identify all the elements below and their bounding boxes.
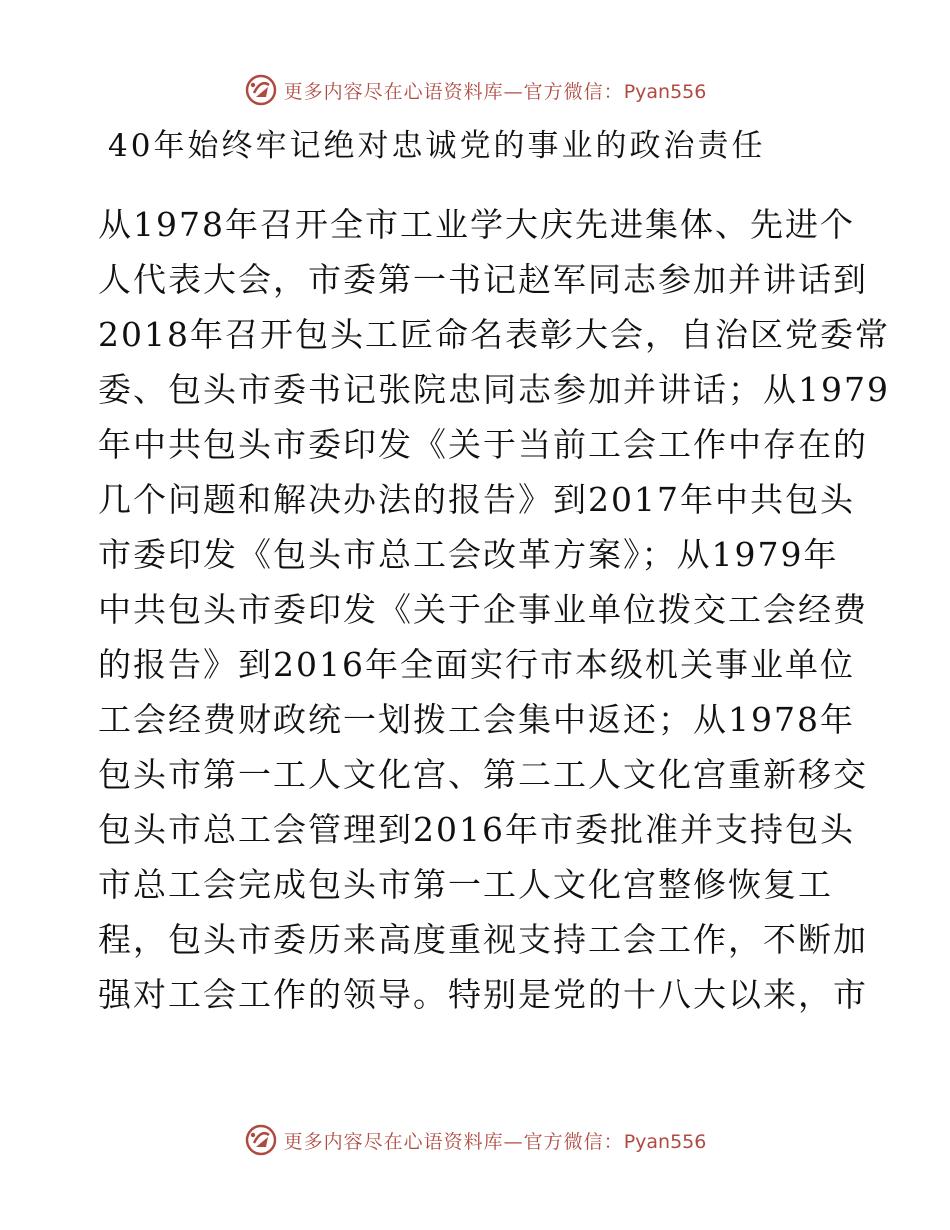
header-banner-text xyxy=(284,77,707,104)
logo-icon xyxy=(244,1123,278,1157)
document-body xyxy=(98,197,890,1022)
header-banner xyxy=(0,70,950,110)
body-line: 人代表大会，市委第一书记赵军同志参加并讲话到 xyxy=(98,260,868,299)
body-line: 强对工会工作的领导。特别是党的十八大以来，市 xyxy=(98,975,868,1014)
header-wechat-id: Pyan556 xyxy=(623,80,707,103)
body-line: 市总工会完成包头市第一工人文化宫整修恢复工 xyxy=(98,865,833,904)
header-site-text: 更多内容尽在心语资料库 xyxy=(283,80,504,103)
header-separator: — xyxy=(503,80,524,103)
body-line: 包头市总工会管理到2016年市委批准并支持包头 xyxy=(98,810,855,849)
footer-separator: — xyxy=(503,1130,524,1153)
footer-site-text: 更多内容尽在心语资料库 xyxy=(283,1130,504,1153)
body-line: 2018年召开包头工匠命名表彰大会，自治区党委常 xyxy=(98,315,890,354)
body-line: 市委印发《包头市总工会改革方案》；从1979年 xyxy=(98,535,839,574)
footer-banner xyxy=(0,1120,950,1160)
footer-wechat-label: 官方微信： xyxy=(523,1130,624,1153)
body-line: 从1978年召开全市工业学大庆先进集体、先进个 xyxy=(98,205,855,244)
logo-icon xyxy=(244,73,278,107)
body-line: 程，包头市委历来高度重视支持工会工作，不断加 xyxy=(98,920,868,959)
header-wechat-label: 官方微信： xyxy=(523,80,624,103)
body-line: 几个问题和解决办法的报告》到2017年中共包头 xyxy=(98,480,855,519)
footer-banner-text xyxy=(284,1127,707,1154)
document-title: 40年始终牢记绝对忠诚党的事业的政治责任 xyxy=(108,128,766,164)
body-line: 包头市第一工人文化宫、第二工人文化宫重新移交 xyxy=(98,755,868,794)
body-line: 工会经费财政统一划拨工会集中返还；从1978年 xyxy=(98,700,855,739)
body-line: 年中共包头市委印发《关于当前工会工作中存在的 xyxy=(98,425,868,464)
body-line: 中共包头市委印发《关于企事业单位拨交工会经费 xyxy=(98,590,868,629)
body-line: 的报告》到2016年全面实行市本级机关事业单位 xyxy=(98,645,855,684)
body-line: 委、包头市委书记张院忠同志参加并讲话；从1979 xyxy=(98,370,890,409)
footer-wechat-id: Pyan556 xyxy=(623,1130,707,1153)
